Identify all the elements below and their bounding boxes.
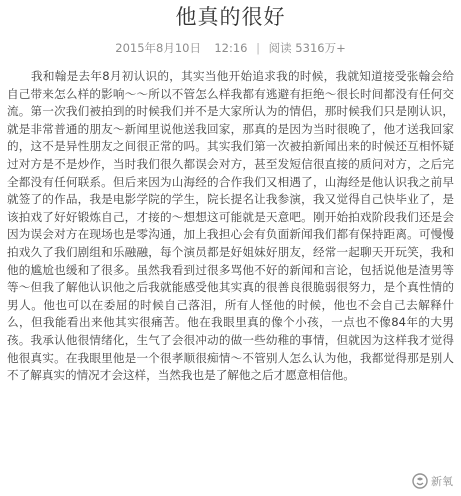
publish-date: 2015年8月10日 xyxy=(115,41,201,55)
article-meta xyxy=(0,40,461,56)
article-paragraph: 我和翰是去年8月初认识的，其实当他开始追求我的时候，我就知道接受张翰会给自己带来怎么样的影响～～所以不管怎么样我都有逃避有拒绝～很长时间都没有任何交流。第一次我们被拍到的时候我们并不是大家所认为的情侣，那时候我们只是刚认识，就是非常普通的朋友～新闻里说他送我回家，那真的是因为当时很晚了，他才送我回家的，这不是异性朋友之间很正常的吗。其实我们第一次被拍新闻出来的时候还互相怀疑过对方是不是炒作，当时我们很久都误会对方，甚至发短信很直接的质问对方，之后完全都没有任何联系。但后来因为山海经的合作我们又相遇了，山海经是他认识我之前早就签了的作品，我是电影学院的学生，院长提名让我参演，我又觉得自己快毕业了，是该拍戏了好好锻炼自己，才接的～想想这可能就是天意吧。刚开始拍戏阶段我们还是会因为误会对方在现场也是零沟通，加上我担心会有负面新闻我们都有保持距离。可慢慢拍戏久了我们剧组和乐融融，每个演员都是好姐妹好朋友，经常一起聊天开玩笑，我和他的尴尬也缓和了很多。虽然我看到过很多骂他不好的新闻和言论，包括说他是渣男等等～但我了解他认识他之后我就能感受他其实真的很善良很脆弱很努力，是个真性情的男人。他也可以在委屈的时候自己落泪，所有人怪他的时候，他也不会自己去解释什么，但我能看出来他其实很痛苦。他在我眼里真的像个小孩，一点也不像84年的大男孩。我承认他很情绪化，生气了会很冲动的做一些幼稚的事情，但就因为这样我才觉得他很真实。在我眼里他是一个很孝顺很痴情～不管别人怎么认为他，我都觉得那是别人不了解真实的情况才会这样，当然我也是了解他之后才愿意相信他。 xyxy=(7,69,454,383)
watermark-text: 新氧 xyxy=(431,475,453,488)
watermark xyxy=(412,472,453,490)
article-body xyxy=(7,68,454,385)
logo-icon xyxy=(412,473,428,489)
publish-time: 12:16 xyxy=(214,41,248,55)
article-title: 他真的很好 xyxy=(175,5,286,29)
meta-separator: | xyxy=(256,41,260,55)
read-count: 阅读 5316万+ xyxy=(268,41,346,55)
